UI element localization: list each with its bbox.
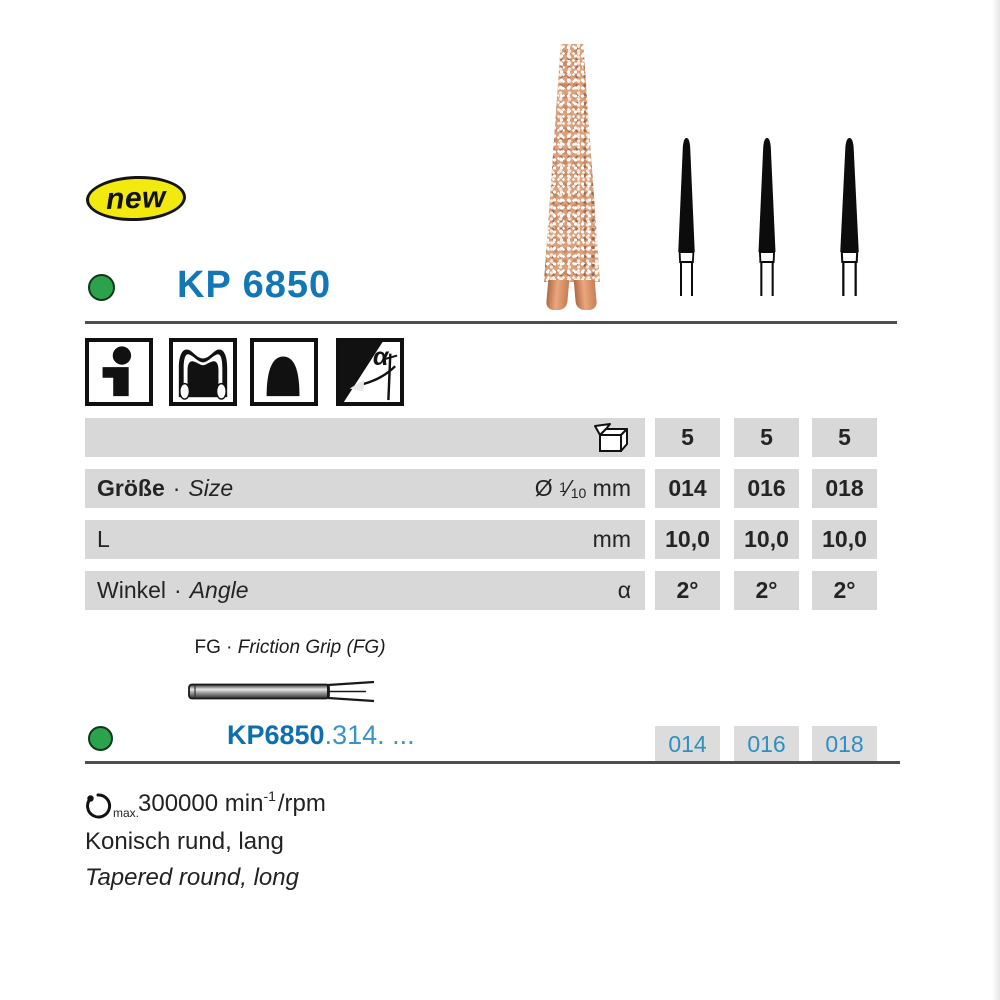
package-icon xyxy=(593,422,631,454)
angle-row-label-cell xyxy=(85,571,645,610)
angle-label-de: Winkel xyxy=(97,577,167,603)
series-green-dot xyxy=(88,274,115,301)
scan-edge-shade xyxy=(992,0,1000,1000)
legend-box-angle xyxy=(336,338,404,406)
shank-type-caption xyxy=(140,637,440,659)
page-title: KP 6850 xyxy=(177,264,332,306)
fraction-slash: ⁄ xyxy=(566,475,571,501)
size-row-label-cell xyxy=(85,469,645,508)
angle-unit-alpha: α xyxy=(617,577,631,603)
length-unit: mm xyxy=(592,526,631,552)
divider-top xyxy=(85,321,897,324)
svg-text:α: α xyxy=(372,343,389,372)
max-label: max. xyxy=(113,806,140,820)
pack-row-label-cell xyxy=(85,418,645,457)
order-code xyxy=(227,720,415,751)
legend-box-shape xyxy=(250,338,318,406)
separator-dot: · xyxy=(172,475,181,501)
size-value-3: 018 xyxy=(812,469,877,508)
size-label-de: Größe xyxy=(97,475,165,501)
shank-label-fg: FG xyxy=(194,637,221,658)
angle-row-label xyxy=(97,577,249,604)
separator-dot: · xyxy=(174,577,182,603)
order-size-chip-018: 018 xyxy=(812,726,877,762)
speed-rpm: /rpm xyxy=(277,790,326,817)
bur-silhouette-014 xyxy=(670,134,703,302)
size-value-2: 016 xyxy=(734,469,799,508)
pack-qty-016: 5 xyxy=(734,418,799,457)
angle-value-3: 2° xyxy=(812,571,877,610)
size-label-en: Size xyxy=(188,475,234,501)
diamond-coated-cone xyxy=(544,44,600,282)
length-value-2: 10,0 xyxy=(734,520,799,559)
separator-dot: · xyxy=(226,637,233,658)
angle-value-2: 2° xyxy=(734,571,799,610)
new-badge xyxy=(85,174,187,222)
shank-label-detail: Friction Grip (FG) xyxy=(237,637,386,658)
size-unit-mm: mm xyxy=(592,475,631,501)
order-code-series: KP6850 xyxy=(227,720,325,750)
bur-neck-right xyxy=(574,280,598,310)
order-size-chip-016: 016 xyxy=(734,726,799,762)
pack-qty-018: 5 xyxy=(812,418,877,457)
bur-silhouette-016 xyxy=(750,134,784,302)
bur-silhouette-018 xyxy=(831,134,868,302)
angle-label-en: Angle xyxy=(189,577,249,603)
legend-box-crown xyxy=(169,338,237,406)
fg-shank-drawing xyxy=(182,680,382,704)
divider-bottom xyxy=(85,761,900,764)
length-value-1: 10,0 xyxy=(655,520,720,559)
max-speed-value xyxy=(138,789,326,818)
order-code-suffix: .314. ... xyxy=(324,720,415,750)
legend-box-info xyxy=(85,338,153,406)
bur-neck-left xyxy=(546,280,570,310)
angle-value-1: 2° xyxy=(655,571,720,610)
fraction-numerator: 1 xyxy=(559,478,567,495)
fraction-denominator: 10 xyxy=(570,484,587,501)
diamond-bur-photo xyxy=(544,44,600,312)
new-badge-label: new xyxy=(105,180,167,216)
taper-angle-icon xyxy=(340,342,400,402)
bur-shape-icon xyxy=(255,343,313,401)
order-green-dot xyxy=(88,726,113,751)
order-size-chip-014: 014 xyxy=(655,726,720,762)
length-label: L xyxy=(97,526,110,552)
size-value-1: 014 xyxy=(655,469,720,508)
speed-exponent: -1 xyxy=(263,788,276,804)
diameter-symbol: Ø xyxy=(534,475,553,501)
pack-qty-014: 5 xyxy=(655,418,720,457)
size-row-label xyxy=(97,475,233,502)
shape-name-en: Tapered round, long xyxy=(85,864,299,891)
speed-number: 300000 min xyxy=(138,790,264,817)
info-icon xyxy=(90,343,148,401)
length-value-3: 10,0 xyxy=(812,520,877,559)
max-rotation-icon xyxy=(84,792,112,820)
crown-icon xyxy=(174,343,232,401)
length-row-label-cell xyxy=(85,520,645,559)
size-unit xyxy=(535,475,631,502)
shape-name-de: Konisch rund, lang xyxy=(85,828,284,855)
